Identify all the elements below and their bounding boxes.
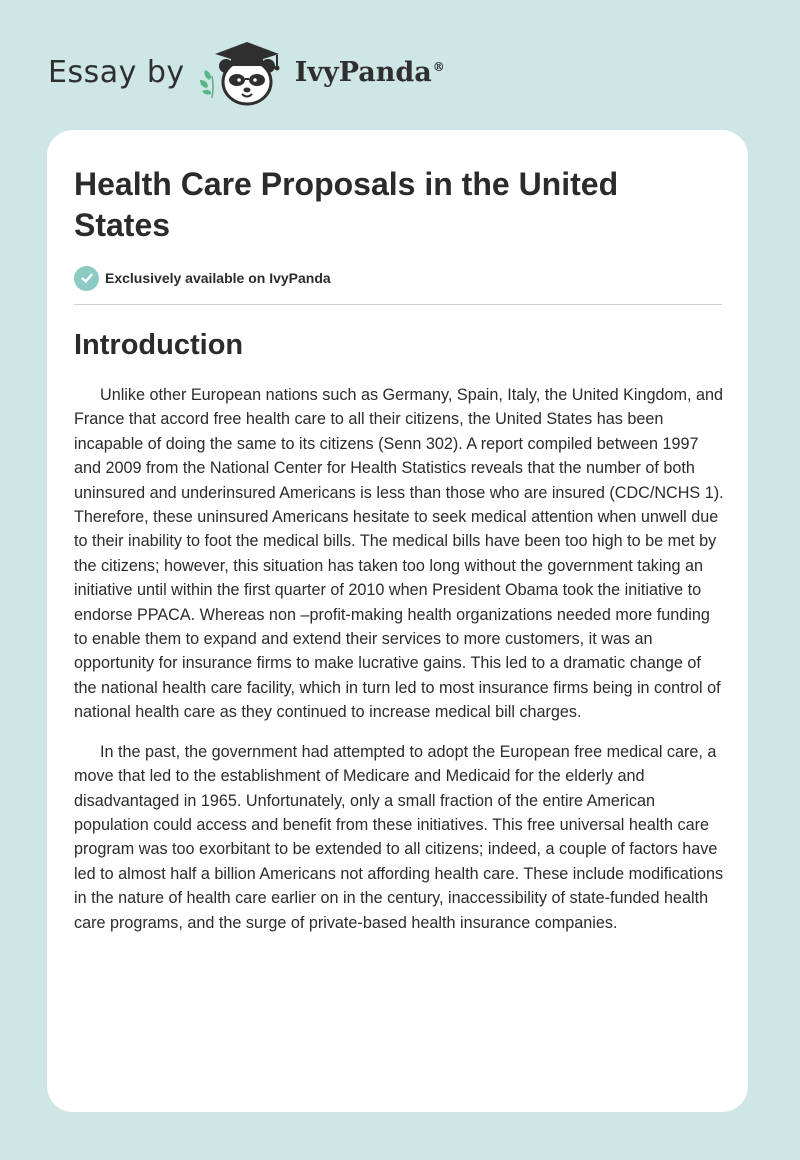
ivypanda-wordmark[interactable]: [295, 57, 445, 88]
registered-mark: ®: [432, 59, 445, 74]
panda-graduate-logo-icon[interactable]: [199, 36, 291, 108]
brand-name-text: IvyPanda: [294, 56, 432, 88]
checkmark-icon: [74, 266, 99, 291]
paragraph: In the past, the government had attempted to adopt the European free medical care, a move that led to the establishment of Medicare and Medicaid for the elderly and disadvantaged in 1965. Unfortunately, only a small fraction of the entire American population could access and benefit from these initiatives. This free universal health care program was too exorbitant to be extended to all citizens; indeed, a couple of factors have led to almost half a billion Americans not affording health care. These include modifications in the nature of health care earlier on in the century, inaccessibility of state-funded health care programs, and the surge of private-based health insurance companies.: [74, 742, 724, 932]
site-header: [48, 36, 445, 108]
section-heading: Introduction: [74, 329, 244, 361]
essay-card: [47, 130, 748, 1112]
exclusive-badge: [74, 264, 721, 292]
badge-label: Exclusively available on IvyPanda: [105, 270, 331, 286]
essay-by-label: Essay by: [48, 54, 185, 90]
page-title: Health Care Proposals in the United States: [74, 166, 619, 243]
paragraph: Unlike other European nations such as Germany, Spain, Italy, the United Kingdom, and France that accord free health care to all their citizens, the United States has been incapable of doing the same to its citizens (Senn 302). A report compiled between 1997 and 2009 from the National Center for Health Statistics reveals that the number of both uninsured and underinsured Americans is less than those who are insured (CDC/NCHS 1). Therefore, these uninsured Americans hesitate to seek medical attention when unwell due to their inability to foot the medical bills. The medical bills have been too high to be met by the citizens; however, this situation has taken too long without the government taking an initiative until within the first quarter of 2010 when President Obama took the initiative to endorse PPACA. Whereas non –profit-making health organizations needed more funding to enable them to expand and extend their services to more customers, it was an opportunity for insurance firms to make lucrative gains. This led to a dramatic change of the national health care facility, which in turn led to most insurance firms being in control of national health care as they continued to increase medical bill charges.: [74, 386, 724, 722]
divider: [74, 304, 722, 305]
